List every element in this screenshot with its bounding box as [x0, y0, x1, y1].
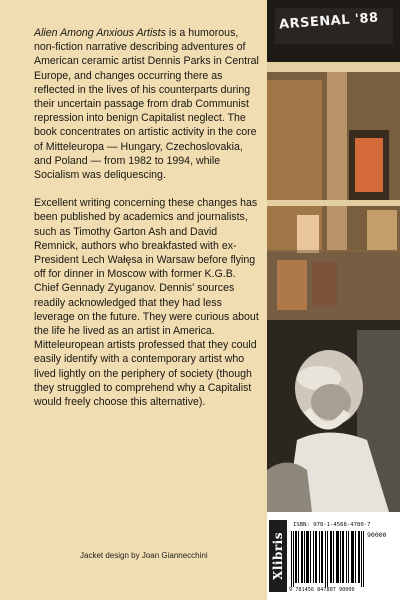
blurb-text [34, 26, 262, 423]
isbn-text: ISBN: 978-1-4568-4780-7 [293, 522, 371, 528]
blurb-paragraph-2: Excellent writing concerning these changes has been published by academics and journalists, such as Timothy Garton Ash and David Remnick, authors who breakfasted with ex-President Lech Wałęsa in Warsaw before flying off for dinner in Moscow with former K.G.B. Chief Gennady Zyuganov. Dennis' sources readily acknowledged that they had less leverage on the future. They were curious about the life he lived as an artist in America. Mitteleuropean artists professed that they could easily identify with a contemporary artist who lived lightly on the periphery of society (though they struggled to comprehend why a Capitalist would freely choose this alternative). [34, 197, 259, 409]
photo-collage [267, 0, 400, 512]
barcode-panel [267, 512, 400, 600]
price-code: 90000 [367, 531, 387, 539]
publisher-logo [269, 520, 287, 592]
blurb-paragraph-1 [34, 26, 262, 182]
blurb-paragraph-1-text: is a humorous, non-fiction narrative describing adventures of American ceramic artist Dennis Parks in Central Europe, and changes occurring there as reflected in the lives of his counterparts during their uncertain passage from drab Communist repression into benign Capitalist neglect. The book concentrates on artistic activity in the core of Mitteleuropa — Hungary, Czechoslovakia, and Poland — from 1982 to 1994, while Socialism was deliquescing. [34, 27, 259, 182]
barcode-digits: 9 781456 847807 90000 [289, 587, 355, 593]
publisher-name: Xlibris [271, 532, 285, 580]
book-title: Alien Among Anxious Artists [34, 27, 166, 39]
jacket-design-credit: Jacket design by Joan Giannecchini [80, 551, 208, 560]
arsenal-banner: ARSENAL '88 [278, 10, 380, 33]
ean-barcode [291, 531, 367, 587]
author-photo [267, 0, 400, 512]
